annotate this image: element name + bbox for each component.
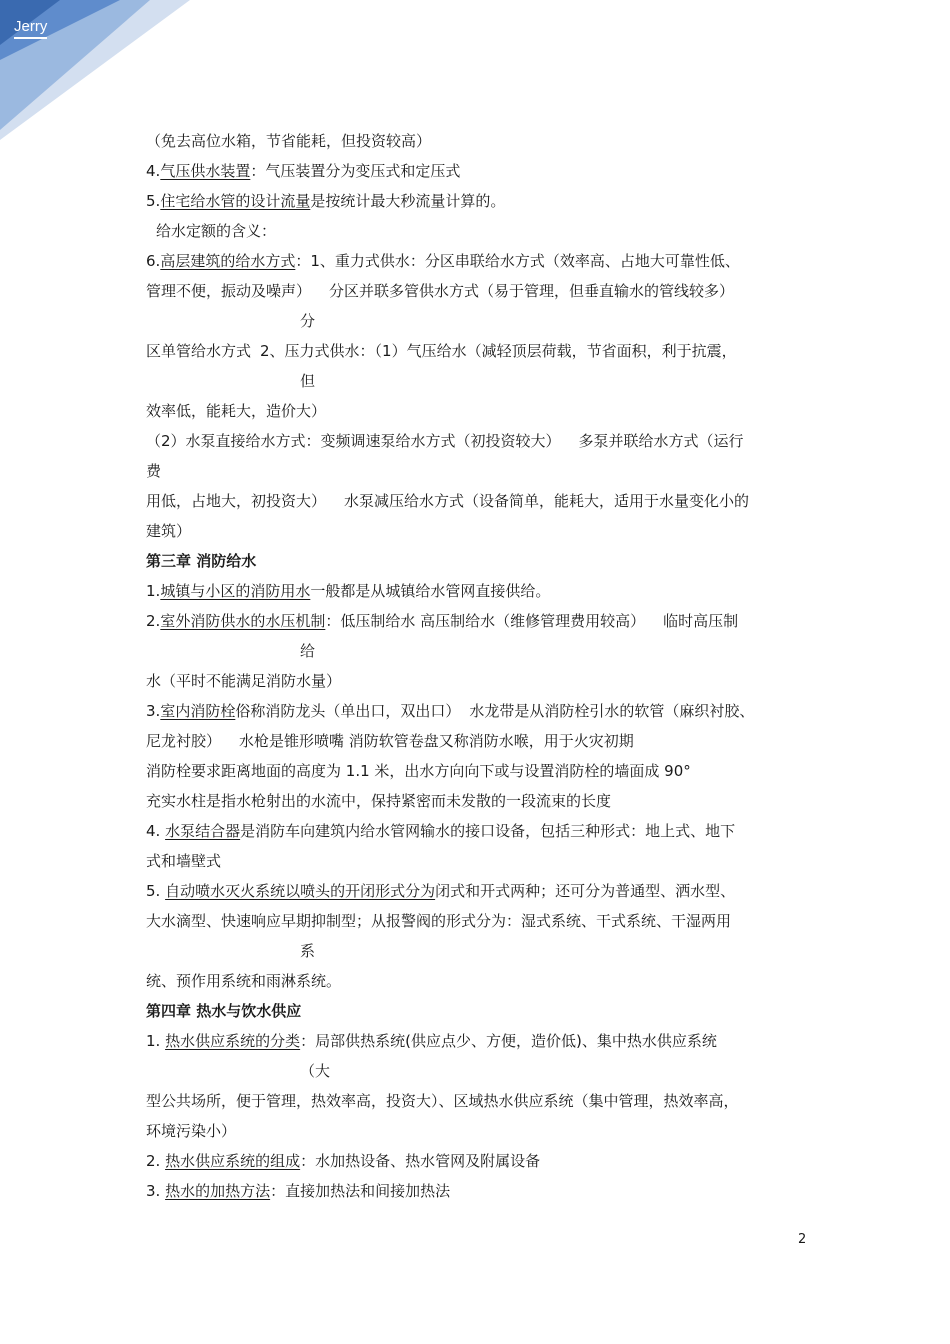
chapter-heading: 第四章 热水与饮水供应 — [146, 1002, 302, 1020]
list-item: 5. 自动喷水灭火系统以喷头的开闭形式分为闭式和开式两种；还可分为普通型、洒水型、 — [146, 882, 736, 900]
text-line: 效率低，能耗大，造价大） — [146, 402, 327, 420]
text-line: 尼龙衬胶） 水枪是锥形喷嘴 消防软管卷盘又称消防水喉，用于火灾初期 — [146, 732, 634, 750]
text-line: 消防栓要求距离地面的高度为 1.1 米，出水方向向下或与设置消防栓的墙面成 90° — [146, 762, 691, 780]
document-body — [146, 126, 814, 1206]
list-item: 2.室外消防供水的水压机制：低压制给水 高压制给水（维修管理费用较高） 临时高压制 — [146, 612, 739, 630]
text-line: 区单管给水方式 2、压力式供水：（1）气压给水（减轻顶层荷载，节省面积，利于抗震， — [146, 342, 737, 360]
list-item: 1.城镇与小区的消防用水一般都是从城镇给水管网直接供给。 — [146, 582, 551, 600]
text-line: 大水滴型、快速响应早期抑制型；从报警阀的形式分为：湿式系统、干式系统、干湿两用 — [146, 912, 732, 930]
text-line: 建筑） — [146, 522, 192, 540]
text-line: 环境污染小） — [146, 1122, 237, 1140]
text-line: 充实水柱是指水枪射出的水流中，保持紧密而未发散的一段流束的长度 — [146, 792, 612, 810]
list-item: 5.住宅给水管的设计流量是按统计最大秒流量计算的。 — [146, 192, 506, 210]
list-item: 4.气压供水装置：气压装置分为变压式和定压式 — [146, 162, 461, 180]
text-line: 费 — [146, 462, 162, 480]
chapter-heading: 第三章 消防给水 — [146, 552, 257, 570]
text-line: 型公共场所，便于管理，热效率高，投资大）、区域热水供应系统（集中管理，热效率高， — [146, 1092, 739, 1110]
text-line: 给 — [300, 642, 316, 660]
text-line: （大 — [300, 1062, 331, 1080]
text-line: 式和墙壁式 — [146, 852, 222, 870]
list-item: 3. 热水的加热方法：直接加热法和间接加热法 — [146, 1182, 451, 1200]
header-author: Jerry — [14, 18, 47, 39]
text-line: 但 — [300, 372, 316, 390]
list-item: 6.高层建筑的给水方式：1、重力式供水：分区串联给水方式（效率高、占地大可靠性低、 — [146, 252, 740, 270]
list-item: 4. 水泵结合器是消防车向建筑内给水管网输水的接口设备，包括三种形式：地上式、地下 — [146, 822, 736, 840]
text-line: 系 — [300, 942, 316, 960]
text-line: （免去高位水箱，节省能耗，但投资较高） — [146, 132, 432, 150]
text-line: （2）水泵直接给水方式：变频调速泵给水方式（初投资较大） 多泵并联给水方式（运行 — [146, 432, 744, 450]
list-item: 1. 热水供应系统的分类：局部供热系统(供应点少、方便，造价低)、集中热水供应系统 — [146, 1032, 717, 1050]
text-line: 分 — [300, 312, 316, 330]
text-line: 管理不便，振动及噪声） 分区并联多管供水方式（易于管理，但垂直输水的管线较多） — [146, 282, 735, 300]
text-line: 给水定额的含义： — [156, 222, 277, 240]
list-item: 3.室内消防栓俗称消防龙头（单出口，双出口） 水龙带是从消防栓引水的软管（麻织衬胶、 — [146, 702, 755, 720]
text-line: 水（平时不能满足消防水量） — [146, 672, 342, 690]
page-number: 2 — [798, 1232, 807, 1247]
text-line: 统、预作用系统和雨淋系统。 — [146, 972, 342, 990]
text-line: 用低，占地大，初投资大） 水泵减压给水方式（设备简单，能耗大，适用于水量变化小的 — [146, 492, 750, 510]
list-item: 2. 热水供应系统的组成：水加热设备、热水管网及附属设备 — [146, 1152, 541, 1170]
